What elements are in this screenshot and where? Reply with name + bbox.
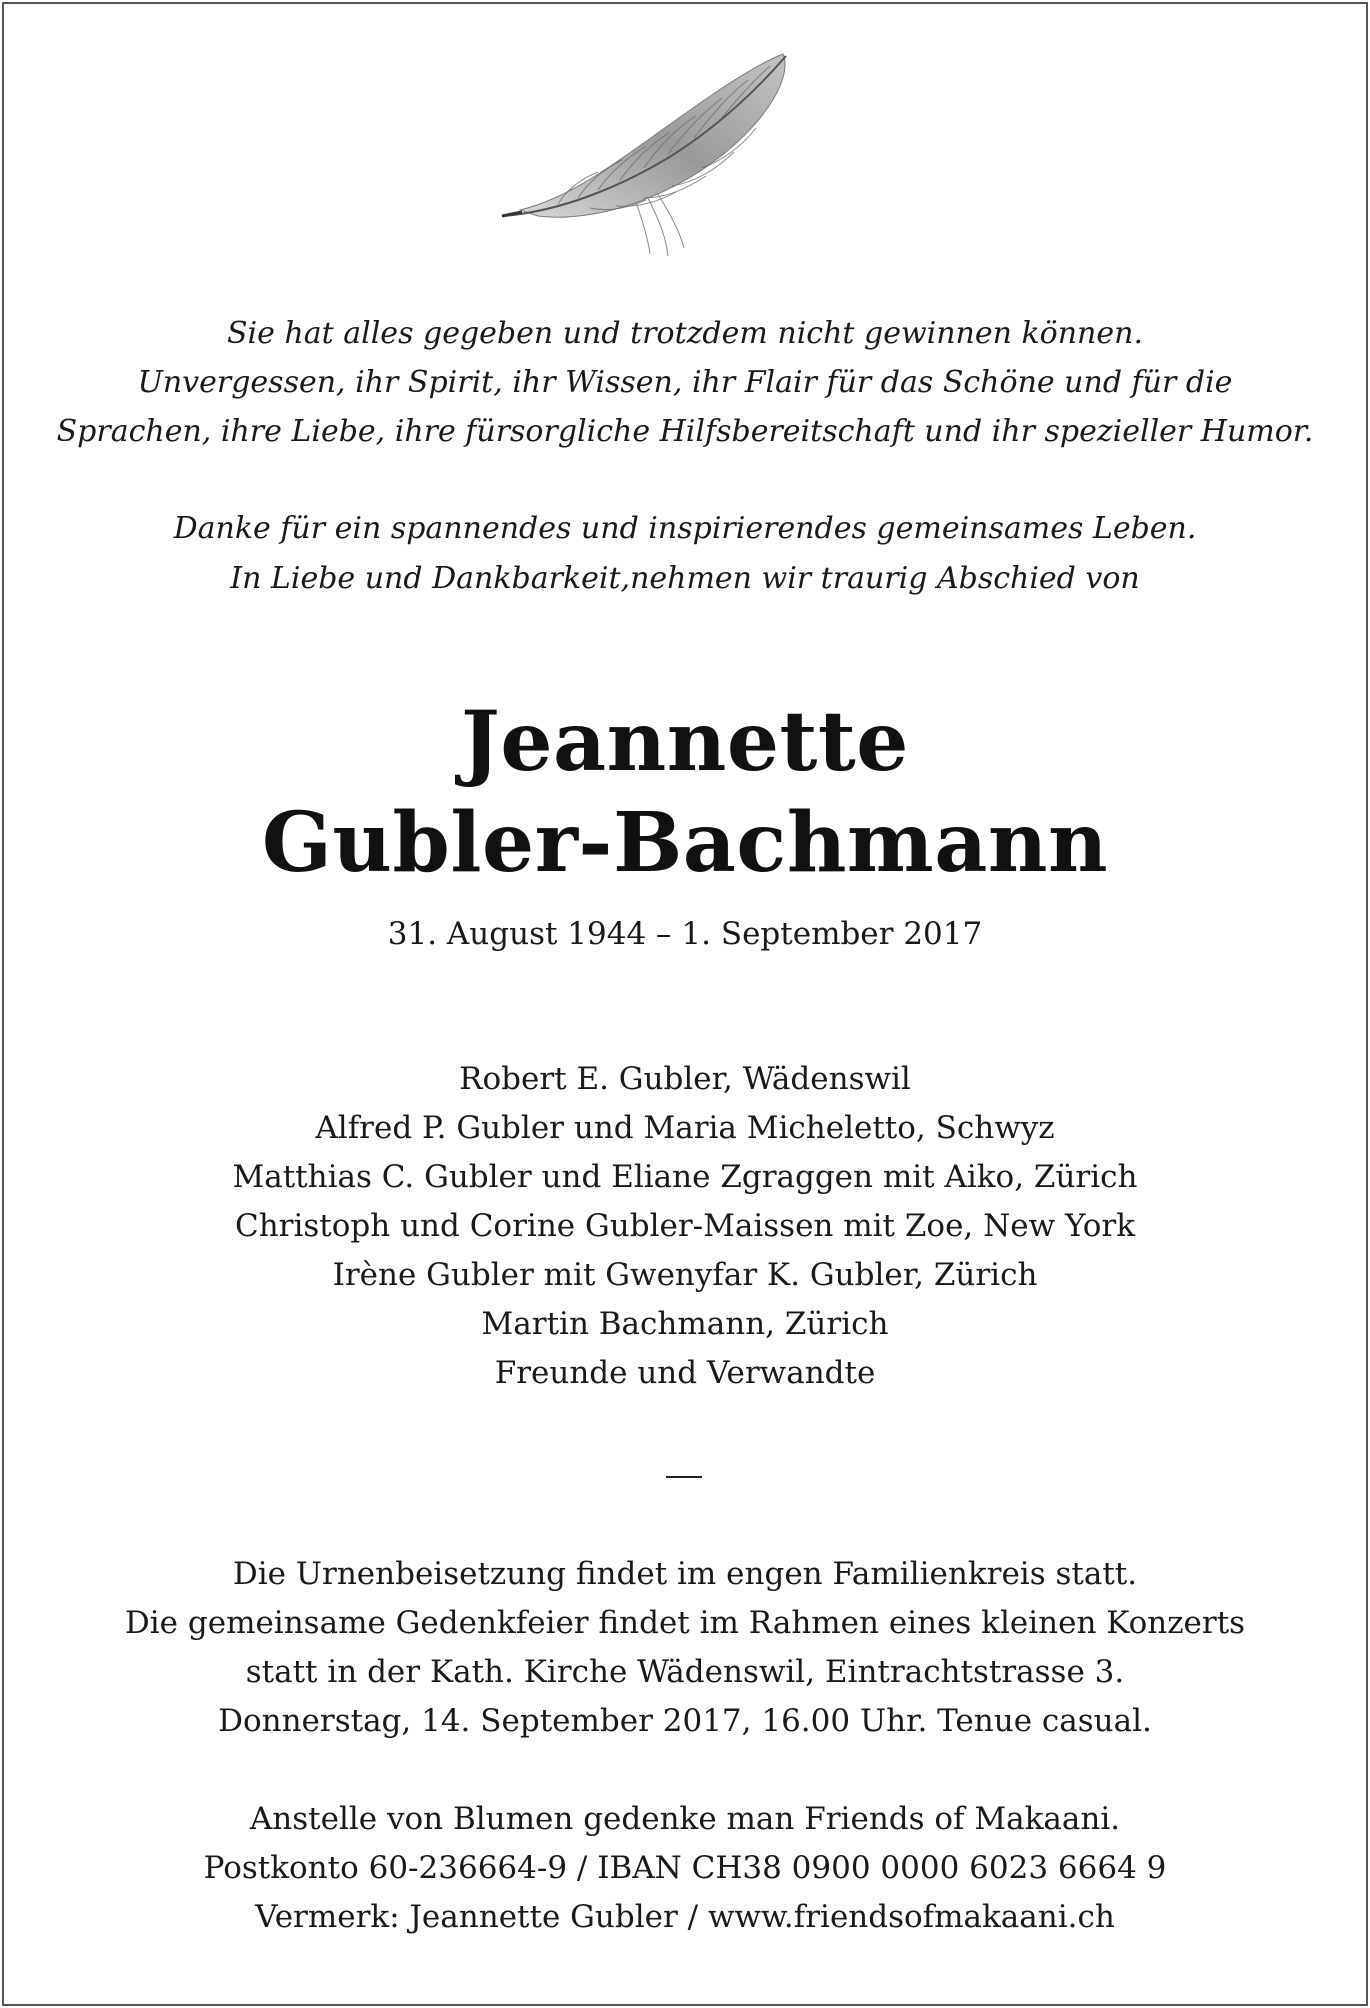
mourner-line: Robert E. Gubler, Wädenswil	[459, 1061, 911, 1097]
intro-line-3: Sprachen, ihre Liebe, ihre fürsorgliche Hilfsbereitschaft und ihr spezieller Humor.	[56, 414, 1314, 449]
mourner-line: Freunde und Verwandte	[494, 1355, 876, 1391]
mourner-line: Christoph und Corine Gubler-Maissen mit Zoe, New York	[234, 1208, 1136, 1244]
section-divider	[666, 1476, 702, 1478]
donation-line: Anstelle von Blumen gedenke man Friends of Makaani.	[249, 1801, 1121, 1837]
ceremony-line: Donnerstag, 14. September 2017, 16.00 Uhr. Tenue casual.	[218, 1703, 1152, 1739]
intro-line-2: Unvergessen, ihr Spirit, ihr Wissen, ihr Flair für das Schöne und für die	[137, 365, 1233, 400]
mourner-line: Irène Gubler mit Gwenyfar K. Gubler, Zürich	[332, 1257, 1038, 1293]
thanks-line-2: In Liebe und Dankbarkeit,nehmen wir traurig Abschied von	[230, 561, 1140, 596]
deceased-first-name: Jeannette	[461, 694, 909, 790]
ceremony-line: Die gemeinsame Gedenkfeier findet im Rahmen eines kleinen Konzerts	[124, 1605, 1246, 1641]
thanks-line-1: Danke für ein spannendes und inspirierendes gemeinsames Leben.	[173, 511, 1197, 546]
deceased-last-name: Gubler-Bachmann	[261, 795, 1109, 891]
intro-line-1: Sie hat alles gegeben und trotzdem nicht gewinnen können.	[227, 316, 1143, 351]
ceremony-line: Die Urnenbeisetzung findet im engen Familienkreis statt.	[232, 1556, 1138, 1592]
donation-line: Vermerk: Jeannette Gubler / www.friendsofmakaani.ch	[255, 1899, 1115, 1935]
ceremony-line: statt in der Kath. Kirche Wädenswil, Eintrachtstrasse 3.	[245, 1654, 1125, 1690]
feather-icon	[498, 48, 828, 278]
donation-line: Postkonto 60-236664-9 / IBAN CH38 0900 0000 6023 6664 9	[203, 1850, 1167, 1886]
mourner-line: Martin Bachmann, Zürich	[481, 1306, 889, 1342]
mourner-line: Alfred P. Gubler und Maria Micheletto, Schwyz	[315, 1110, 1055, 1146]
life-dates: 31. August 1944 – 1. September 2017	[387, 916, 983, 952]
mourner-line: Matthias C. Gubler und Eliane Zgraggen mit Aiko, Zürich	[232, 1159, 1138, 1195]
